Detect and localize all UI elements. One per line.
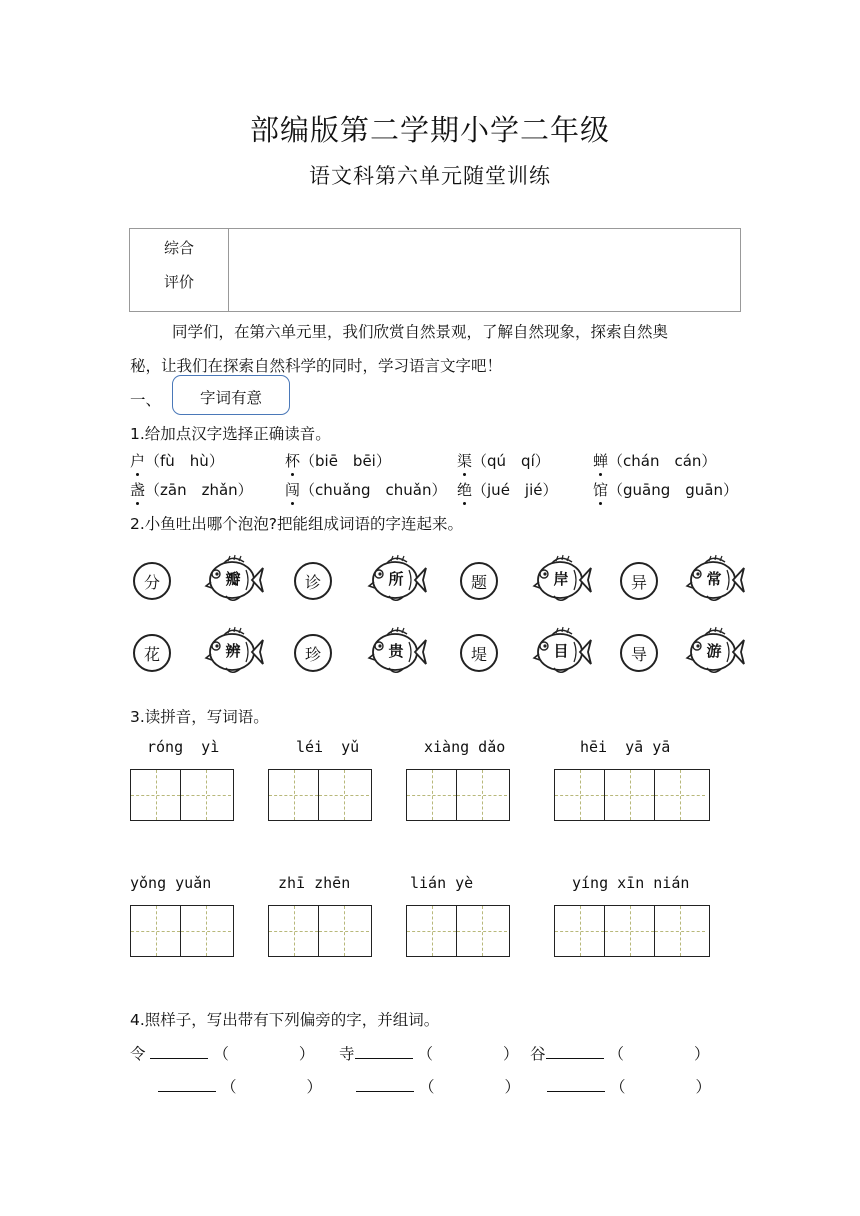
section-title-box xyxy=(172,375,290,415)
paren-open: （ xyxy=(609,1078,626,1096)
dotted-char: 绝 xyxy=(457,481,473,499)
paren-open: （ xyxy=(213,1045,229,1063)
radical-item xyxy=(130,1042,314,1064)
paren-open: （ xyxy=(418,1078,435,1096)
page-subtitle: 语文科第六单元随堂训练 xyxy=(309,164,551,188)
paren-close: ） xyxy=(695,1078,711,1096)
intro-line-2: 秘，让我们在探索自然科学的同时，学习语言文字吧！ xyxy=(130,357,503,375)
q1-item xyxy=(593,450,716,471)
question-4-prompt: 4.照样子，写出带有下列偏旁的字，并组词。 xyxy=(130,1011,440,1029)
q1-item xyxy=(130,450,224,471)
pinyin-options: （qú qí） xyxy=(472,452,550,470)
pinyin-options: （biē bēi） xyxy=(300,452,391,470)
fish-icon xyxy=(530,552,592,608)
writing-grid[interactable] xyxy=(130,905,234,957)
writing-grid[interactable] xyxy=(406,905,510,957)
dotted-char: 盏 xyxy=(130,481,146,499)
q1-item xyxy=(457,450,550,471)
dotted-char: 蝉 xyxy=(593,452,609,470)
fish-char: 瓣 xyxy=(225,570,241,588)
radical-item xyxy=(356,1075,520,1097)
writing-grid[interactable] xyxy=(554,905,710,957)
bubble-circle: 导 xyxy=(620,634,658,672)
dotted-char: 闯 xyxy=(285,481,301,499)
intro-line-1: 同学们，在第六单元里，我们欣赏自然景观，了解自然现象，探索自然奥 xyxy=(172,323,669,341)
q1-item xyxy=(593,479,738,500)
question-2-prompt: 2.小鱼吐出哪个泡泡?把能组成词语的字连起来。 xyxy=(130,515,464,533)
evaluation-label-line2: 评价 xyxy=(163,273,194,291)
pinyin-label: yíng xīn nián xyxy=(572,874,690,892)
pinyin-label: hēi yā yā xyxy=(580,738,671,756)
q1-item xyxy=(285,479,446,500)
page-title: 部编版第二学期小学二年级 xyxy=(249,113,610,147)
bubble-circle: 分 xyxy=(133,562,171,600)
question-1-prompt: 1.给加点汉字选择正确读音。 xyxy=(130,425,331,443)
dotted-char: 杯 xyxy=(285,452,301,470)
answer-blank[interactable] xyxy=(158,1077,216,1092)
pinyin-label: lián yè xyxy=(410,874,474,892)
answer-blank[interactable] xyxy=(546,1044,604,1059)
radical-item xyxy=(547,1075,711,1097)
evaluation-label-cell xyxy=(130,229,229,311)
answer-blank[interactable] xyxy=(547,1077,605,1092)
radical-char: 寺 xyxy=(339,1045,355,1063)
writing-grid[interactable] xyxy=(406,769,510,821)
fish-icon xyxy=(202,624,264,680)
dotted-char: 馆 xyxy=(593,481,609,499)
q1-item xyxy=(285,450,391,471)
bubble-circle: 题 xyxy=(460,562,498,600)
bubble-circle: 花 xyxy=(133,634,171,672)
paren-close: ） xyxy=(306,1078,322,1096)
radical-item xyxy=(158,1075,322,1097)
fish-icon xyxy=(365,624,427,680)
paren-close: ） xyxy=(504,1078,520,1096)
bubble-circle: 诊 xyxy=(294,562,332,600)
answer-blank[interactable] xyxy=(355,1044,413,1059)
pinyin-label: xiàng dǎo xyxy=(424,738,506,756)
fish-char: 游 xyxy=(706,642,722,660)
fish-char: 岸 xyxy=(553,570,569,588)
fish-icon xyxy=(683,624,745,680)
paren-open: （ xyxy=(608,1045,624,1063)
fish-char: 所 xyxy=(388,570,404,588)
section-number: 一、 xyxy=(130,391,162,409)
writing-grid[interactable] xyxy=(268,769,372,821)
writing-grid[interactable] xyxy=(268,905,372,957)
radical-item xyxy=(530,1042,709,1064)
evaluation-table xyxy=(129,228,741,312)
section-title: 字词有意 xyxy=(199,389,262,407)
paren-open: （ xyxy=(417,1045,433,1063)
fish-char: 辨 xyxy=(225,642,241,660)
pinyin-options: （zān zhǎn） xyxy=(145,481,253,499)
q1-item xyxy=(457,479,557,500)
question-3-prompt: 3.读拼音，写词语。 xyxy=(130,708,269,726)
answer-blank[interactable] xyxy=(356,1077,414,1092)
pinyin-options: （jué jié） xyxy=(472,481,558,499)
pinyin-label: róng yì xyxy=(147,738,220,756)
fish-char: 贵 xyxy=(388,642,404,660)
dotted-char: 渠 xyxy=(457,452,473,470)
evaluation-label-line1: 综合 xyxy=(163,239,194,257)
paren-close: ） xyxy=(693,1045,710,1063)
radical-char: 谷 xyxy=(530,1045,546,1063)
pinyin-options: （chuǎng chuǎn） xyxy=(300,481,447,499)
bubble-circle: 珍 xyxy=(294,634,332,672)
writing-grid[interactable] xyxy=(554,769,710,821)
fish-icon xyxy=(683,552,745,608)
pinyin-label: zhī zhēn xyxy=(278,874,351,892)
paren-close: ） xyxy=(502,1045,519,1063)
bubble-circle: 异 xyxy=(620,562,658,600)
pinyin-options: （guāng guān） xyxy=(608,481,738,499)
fish-icon xyxy=(365,552,427,608)
bubble-circle: 堤 xyxy=(460,634,498,672)
fish-icon xyxy=(202,552,264,608)
answer-blank[interactable] xyxy=(150,1044,208,1059)
radical-char: 令 xyxy=(130,1045,146,1063)
paren-open: （ xyxy=(220,1078,237,1096)
pinyin-label: léi yǔ xyxy=(296,738,360,756)
pinyin-options: （chán cán） xyxy=(608,452,717,470)
fish-icon xyxy=(530,624,592,680)
writing-grid[interactable] xyxy=(130,769,234,821)
pinyin-label: yǒng yuǎn xyxy=(130,874,212,892)
paren-close: ） xyxy=(298,1045,315,1063)
fish-char: 常 xyxy=(706,570,722,588)
fish-char: 目 xyxy=(553,642,569,660)
radical-item xyxy=(339,1042,518,1064)
dotted-char: 户 xyxy=(130,452,146,470)
pinyin-options: （fù hù） xyxy=(145,452,224,470)
q1-item xyxy=(130,479,253,500)
